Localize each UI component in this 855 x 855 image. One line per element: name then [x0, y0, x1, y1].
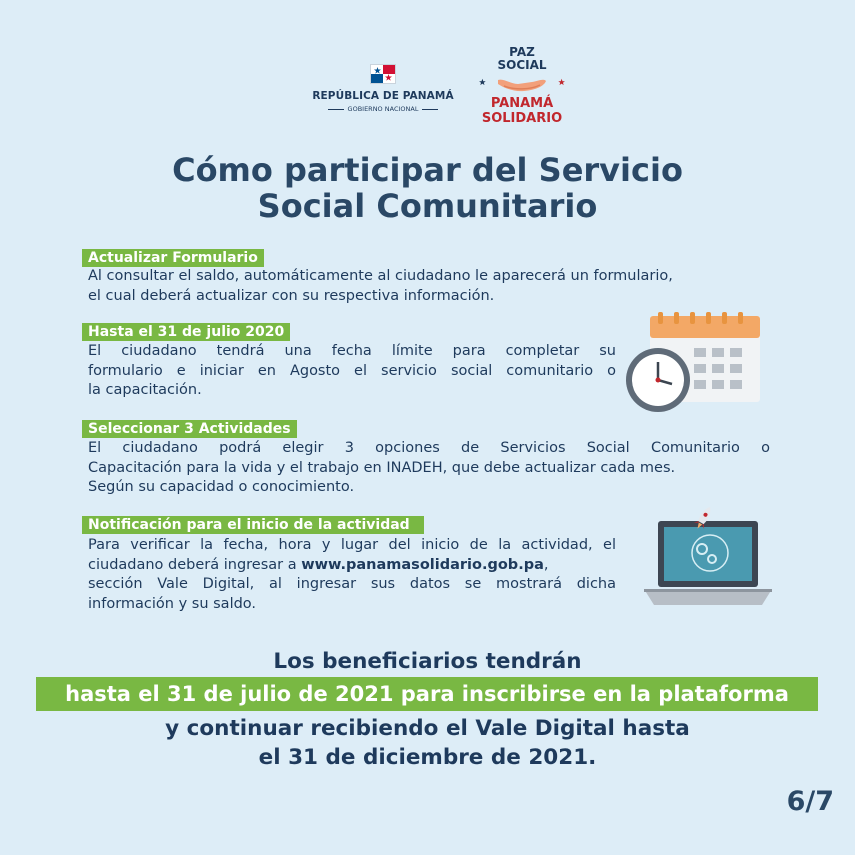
solidario-label: SOLIDARIO	[481, 111, 563, 126]
section-line: Según su capacidad o conocimiento.	[88, 479, 355, 495]
footer-line-3: y continuar recibiendo el Vale Digital hasta	[165, 716, 690, 741]
section-line: información y su saldo.	[88, 595, 257, 612]
footer-line-1: Los beneficiarios tendrán	[273, 649, 582, 674]
section-line	[88, 556, 616, 576]
section-line: Al consultar el saldo, automáticamente al ciudadano le aparecerá un formulario,	[88, 268, 673, 284]
section-text-seleccionar	[88, 439, 770, 498]
panama-label: PANAMÁ	[490, 96, 554, 111]
paz-social-logo	[474, 46, 570, 126]
section-heading-actualizar: Actualizar Formulario	[82, 249, 264, 267]
section-text-actualizar	[88, 267, 778, 306]
website-link[interactable]: www.panamasolidario.gob.pa	[301, 556, 544, 573]
section-line: Para verificar la fecha, hora y lugar del inicio de la actividad, el	[88, 537, 616, 553]
section-line: sección Vale Digital, al ingresar sus datos se mostrará dicha	[88, 576, 616, 592]
calendar-clock-icon	[622, 312, 764, 416]
paz-label: PAZ	[509, 45, 535, 59]
section-line: formulario e iniciar en Agosto el servicio social comunitario o	[88, 362, 616, 379]
section-heading-notificacion: Notificación para el inicio de la actividad	[82, 516, 424, 534]
section-line: el cual deberá actualizar con su respectiva información.	[88, 287, 495, 304]
page-title	[0, 152, 855, 224]
section-text-hasta	[88, 342, 616, 401]
section-line: El ciudadano podrá elegir 3 opciones de Servicios Social Comunitario o	[88, 440, 770, 456]
section-text: ,	[543, 556, 549, 573]
footer-highlight-text: hasta el 31 de julio de 2021 para inscribirse en la plataforma	[65, 682, 789, 706]
hands-icon	[474, 74, 570, 94]
section-heading-seleccionar: Seleccionar 3 Actividades	[82, 420, 297, 438]
republica-panama-logo	[312, 64, 454, 113]
government-label: GOBIERNO NACIONAL	[312, 105, 454, 113]
section-text: ciudadano deberá ingresar a	[88, 556, 302, 573]
social-label: SOCIAL	[497, 58, 547, 72]
footer-line-4: el 31 de diciembre de 2021.	[258, 745, 597, 770]
panama-flag-icon	[370, 64, 396, 84]
section-line: la capacitación.	[88, 382, 202, 398]
title-line-2: Social Comunitario	[257, 187, 598, 225]
title-line-1: Cómo participar del Servicio	[172, 151, 683, 189]
laptop-rocket-icon	[640, 505, 776, 613]
section-line: El ciudadano tendrá una fecha límite para completar su	[88, 343, 616, 359]
section-heading-hasta: Hasta el 31 de julio 2020	[82, 323, 290, 341]
section-text-notificacion	[88, 536, 616, 614]
page-number: 6/7	[786, 786, 834, 817]
republic-name: REPÚBLICA DE PANAMÁ	[312, 90, 454, 102]
section-line: Capacitación para la vida y el trabajo en INADEH, que debe actualizar cada mes.	[88, 459, 676, 476]
